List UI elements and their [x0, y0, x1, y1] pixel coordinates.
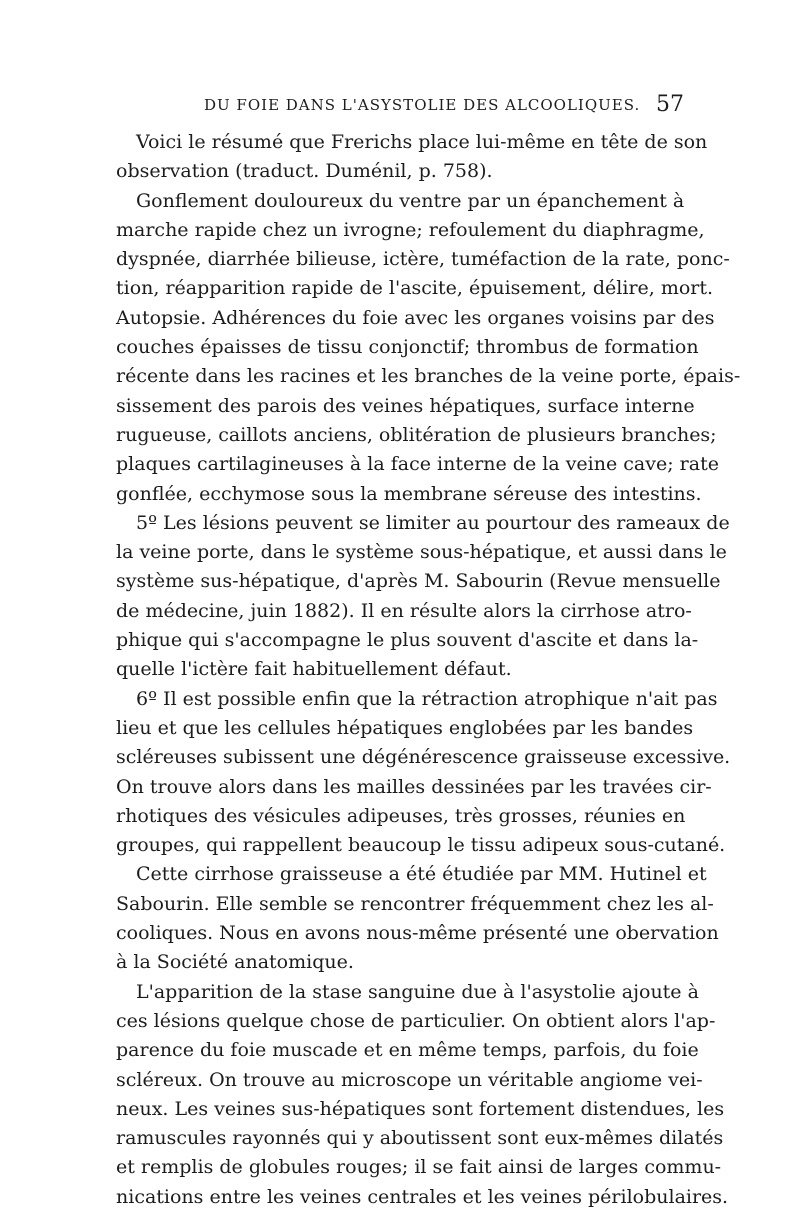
- running-header: [116, 92, 684, 122]
- text-line: ramuscules rayonnés qui y aboutissent sont eux-mêmes dilatés: [116, 1127, 724, 1150]
- text-line: Sabourin. Elle semble se rencontrer fréquemment chez les al-: [116, 892, 714, 915]
- text-line: rhotiques des vésicules adipeuses, très grosses, réunies en: [116, 804, 686, 827]
- text-line: observation (traduct. Duménil, p. 758).: [116, 160, 493, 183]
- text-line: récente dans les racines et les branches de la veine porte, épais-: [116, 365, 741, 388]
- text-line: Autopsie. Adhérences du foie avec les organes voisins par des: [116, 306, 715, 329]
- text-line: marche rapide chez un ivrogne; refoulement du diaphragme,: [116, 218, 705, 241]
- text-line: couches épaisses de tissu conjonctif; thrombus de formation: [116, 336, 699, 359]
- text-line: système sus-hépatique, d'après M. Sabourin (Revue mensuelle: [116, 570, 721, 593]
- page-number: 57: [656, 92, 684, 117]
- text-line: cooliques. Nous en avons nous-même présenté une obervation: [116, 922, 719, 945]
- text-line: Cette cirrhose graisseuse a été étudiée par MM. Hutinel et: [136, 863, 707, 886]
- text-line: Gonflement douloureux du ventre par un épanchement à: [136, 189, 685, 212]
- text-line: parence du foie muscade et en même temps, parfois, du foie: [116, 1039, 699, 1062]
- text-line: plaques cartilagineuses à la face interne de la veine cave; rate: [116, 453, 719, 476]
- text-line: On trouve alors dans les mailles dessinées par les travées cir-: [116, 775, 712, 798]
- running-title: DU FOIE DANS L'ASYSTOLIE DES ALCOOLIQUES.: [204, 96, 641, 114]
- text-line: groupes, qui rappellent beaucoup le tissu adipeux sous-cutané.: [116, 834, 726, 857]
- text-line: sissement des parois des veines hépatiques, surface interne: [116, 394, 695, 417]
- text-line: neux. Les veines sus-hépatiques sont fortement distendues, les: [116, 1097, 725, 1120]
- body-text: [116, 128, 741, 1212]
- text-line: tion, réapparition rapide de l'ascite, épuisement, délire, mort.: [116, 277, 714, 300]
- text-line: scléreux. On trouve au microscope un véritable angiome vei-: [116, 1068, 703, 1091]
- text-line: L'apparition de la stase sanguine due à l'asystolie ajoute à: [136, 980, 699, 1003]
- text-line: 6º Il est possible enfin que la rétraction atrophique n'ait pas: [136, 687, 718, 710]
- text-line: nications entre les veines centrales et les veines périlobulaires.: [116, 1185, 729, 1208]
- text-line: de médecine, juin 1882). Il en résulte alors la cirrhose atro-: [116, 599, 692, 622]
- text-line: lieu et que les cellules hépatiques englobées par les bandes: [116, 716, 694, 739]
- text-line: phique qui s'accompagne le plus souvent d'ascite et dans la-: [116, 629, 699, 652]
- text-line: Voici le résumé que Frerichs place lui-même en tête de son: [136, 131, 708, 153]
- text-line: dyspnée, diarrhée bilieuse, ictère, tuméfaction de la rate, ponc-: [116, 248, 730, 271]
- text-line: quelle l'ictère fait habituellement défaut.: [116, 658, 512, 681]
- text-line: 5º Les lésions peuvent se limiter au pourtour des rameaux de: [136, 511, 730, 534]
- text-line: à la Société anatomique.: [116, 951, 354, 974]
- text-line: la veine porte, dans le système sous-hépatique, et aussi dans le: [116, 541, 727, 564]
- text-line: et remplis de globules rouges; il se fait ainsi de larges commu-: [116, 1156, 722, 1179]
- text-line: ces lésions quelque chose de particulier. On obtient alors l'ap-: [116, 1009, 716, 1032]
- text-line: scléreuses subissent une dégénérescence graisseuse excessive.: [116, 746, 731, 769]
- text-line: rugueuse, caillots anciens, oblitération de plusieurs branches;: [116, 423, 717, 446]
- text-line: gonflée, ecchymose sous la membrane séreuse des intestins.: [116, 482, 702, 505]
